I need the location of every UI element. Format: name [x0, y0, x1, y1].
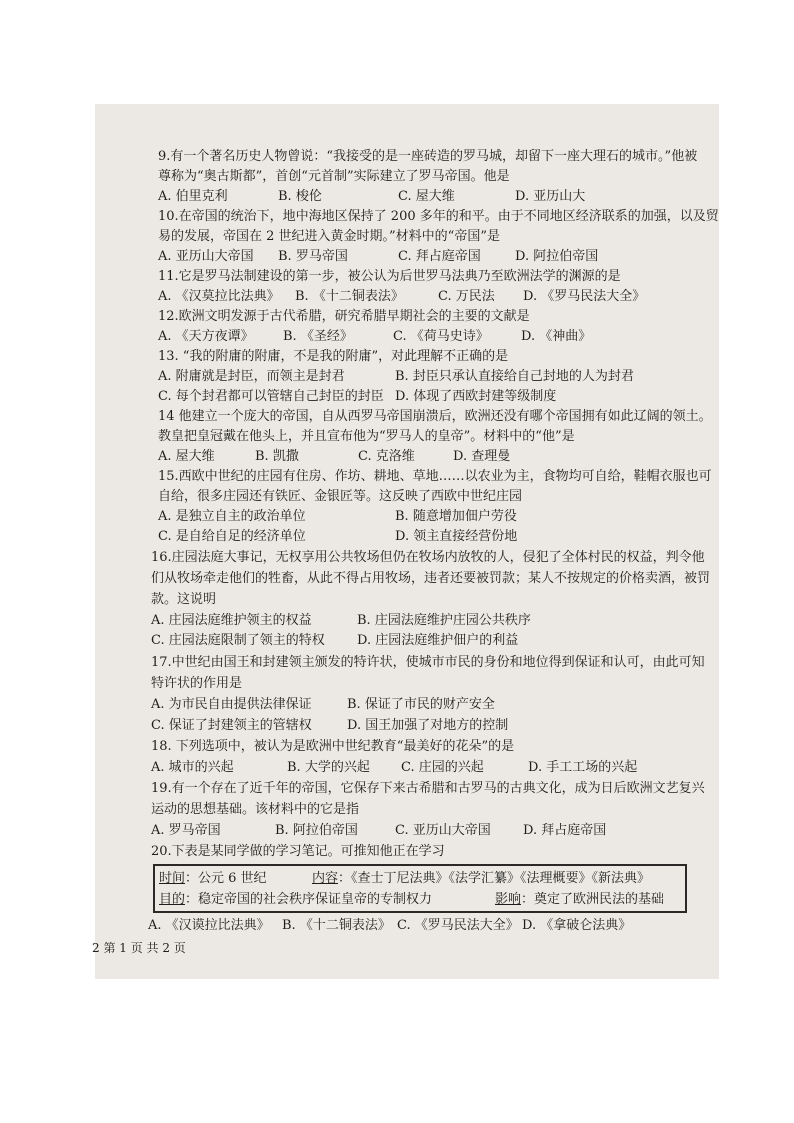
- page-footer: 2 第 1 页 共 2 页: [92, 941, 186, 955]
- question-11-option-b: B. 《十二铜表法》: [295, 289, 404, 304]
- question-16-option-b: B. 庄园法庭维护庄园公共秩序: [357, 613, 531, 628]
- question-15-stem-line-1: 15.西欧中世纪的庄园有住房、作坊、耕地、草地……以农业为主，食物均可自给，鞋帽衣服也可: [158, 469, 712, 484]
- question-15-stem-line-2: 自给，很多庄园还有铁匠、金银匠等。这反映了西欧中世纪庄园: [158, 489, 523, 504]
- question-15-option-c: C. 是自给自足的经济单位: [158, 529, 306, 544]
- question-11-option-a: A. 《汉莫拉比法典》: [158, 289, 280, 304]
- question-10-option-d: D. 阿拉伯帝国: [515, 249, 599, 264]
- question-13-option-b: B. 封臣只承认直接给自己封地的人为封君: [395, 369, 634, 384]
- question-19-stem-line-2: 运动的思想基础。该材料中的它是指: [151, 802, 360, 817]
- question-14-stem-line-2: 教皇把皇冠戴在他头上，并且宣布他为“罗马人的皇帝”。材料中的“他”是: [158, 429, 575, 444]
- note-purpose: [159, 891, 432, 909]
- question-13-stem: 13. “我的附庸的附庸，不是我的附庸”，对此理解不正确的是: [158, 349, 509, 364]
- question-10-stem-line-1: 10.在帝国的统治下，地中海地区保持了 200 多年的和平。由于不同地区经济联系的加强，以及贸: [158, 209, 719, 224]
- question-19-option-c: C. 亚历山大帝国: [395, 823, 491, 838]
- question-16-stem-line-1: 16.庄园法庭大事记，无权享用公共牧场但仍在牧场内放牧的人，侵犯了全体村民的权益，判令他: [151, 550, 705, 565]
- question-12-option-c: C. 《荷马史诗》: [393, 329, 489, 344]
- question-14-option-b: B. 凯撒: [255, 449, 299, 464]
- question-16-stem-line-2: 们从牧场牵走他们的牲畜，从此不得占用牧场，违者还要被罚款；某人不按规定的价格卖酒，被罚: [151, 571, 711, 586]
- note-time: [159, 870, 267, 888]
- question-10-option-b: B. 罗马帝国: [278, 249, 348, 264]
- question-20-option-a: A. 《汉谟拉比法典》: [148, 918, 270, 933]
- question-16-option-d: D. 庄园法庭维护佃户的利益: [357, 633, 519, 648]
- question-15-option-b: B. 随意增加佃户劳役: [395, 509, 517, 524]
- note-time-label: 时间: [159, 871, 186, 886]
- question-9-option-b: B. 梭伦: [278, 189, 322, 204]
- question-17-stem-line-2: 特许状的作用是: [151, 676, 243, 691]
- question-10-option-a: A. 亚历山大帝国: [158, 249, 254, 264]
- question-16-stem-line-3: 款。这说明: [151, 592, 217, 607]
- question-13-option-a: A. 附庸就是封臣，而领主是封君: [158, 369, 345, 384]
- question-14-option-c: C. 克洛维: [358, 449, 415, 464]
- question-19-option-a: A. 罗马帝国: [151, 823, 221, 838]
- question-15-option-a: A. 是独立自主的政治单位: [158, 509, 306, 524]
- note-content: [312, 870, 650, 888]
- question-12-option-d: D. 《神曲》: [521, 329, 592, 344]
- question-18-option-a: A. 城市的兴起: [151, 760, 234, 775]
- exam-page: [92, 104, 719, 979]
- question-17-stem-line-1: 17.中世纪由国王和封建领主颁发的特许状，使城市市民的身份和地位得到保证和认可，由此可知: [151, 655, 705, 670]
- question-9-option-c: C. 屋大维: [398, 189, 455, 204]
- question-11-stem: 11.它是罗马法制建设的第一步，被公认为后世罗马法典乃至欧洲法学的渊源的是: [158, 269, 621, 284]
- question-17-option-b: B. 保证了市民的财产安全: [347, 697, 495, 712]
- question-20-option-c: C. 《罗马民法大全》: [397, 918, 519, 933]
- question-20-stem: 20.下表是某同学做的学习笔记。可推知他正在学习: [151, 844, 445, 859]
- question-20-option-d: D. 《拿破仑法典》: [522, 918, 632, 933]
- note-content-label: 内容: [312, 871, 339, 886]
- question-20-option-b: B. 《十二铜表法》: [282, 918, 391, 933]
- note-impact: [495, 891, 664, 909]
- question-18-option-c: C. 庄园的兴起: [401, 760, 484, 775]
- question-10-stem-line-2: 易的发展，帝国在 2 世纪进入黄金时期。”材料中的“帝国”是: [158, 229, 500, 244]
- question-17-option-c: C. 保证了封建领主的管辖权: [151, 718, 312, 733]
- question-14-stem-line-1: 14 他建立一个庞大的帝国，自从西罗马帝国崩溃后，欧洲还没有哪个帝国拥有如此辽阔的领土。: [158, 409, 712, 424]
- question-19-option-d: D. 拜占庭帝国: [523, 823, 607, 838]
- question-9-option-d: D. 亚历山大: [515, 189, 586, 204]
- question-18-option-b: B. 大学的兴起: [287, 760, 370, 775]
- question-14-option-a: A. 屋大维: [158, 449, 215, 464]
- question-16-option-a: A. 庄园法庭维护领主的权益: [151, 613, 312, 628]
- note-purpose-value: ：稳定帝国的社会秩序保证皇帝的专制权力: [185, 892, 433, 907]
- question-18-stem: 18. 下列选项中，被认为是欧洲中世纪教育“最美好的花朵”的是: [151, 739, 515, 754]
- question-17-option-d: D. 国王加强了对地方的控制: [347, 718, 509, 733]
- question-9-option-a: A. 伯里克利: [158, 189, 228, 204]
- question-12-option-a: A. 《天方夜谭》: [158, 329, 254, 344]
- question-17-option-a: A. 为市民自由提供法律保证: [151, 697, 312, 712]
- note-purpose-label: 目的: [159, 892, 186, 907]
- study-note-table: [153, 864, 687, 913]
- question-11-option-d: D. 《罗马民法大全》: [523, 289, 646, 304]
- note-time-value: ：公元 6 世纪: [185, 871, 267, 886]
- question-19-option-b: B. 阿拉伯帝国: [275, 823, 358, 838]
- question-12-option-b: B. 《圣经》: [283, 329, 353, 344]
- question-9-stem-line-2: 尊称为“奥古斯都”，首创“元首制”实际建立了罗马帝国。他是: [158, 169, 510, 184]
- note-content-value: ：《查士丁尼法典》《法学汇纂》《法理概要》《新法典》: [338, 871, 651, 886]
- question-10-option-c: C. 拜占庭帝国: [398, 249, 481, 264]
- question-15-option-d: D. 领主直接经营份地: [395, 529, 518, 544]
- question-18-option-d: D. 手工工场的兴起: [528, 760, 638, 775]
- note-impact-label: 影响: [495, 892, 522, 907]
- question-16-option-c: C. 庄园法庭限制了领主的特权: [151, 633, 325, 648]
- question-14-option-d: D. 查理曼: [453, 449, 511, 464]
- question-19-stem-line-1: 19.有一个存在了近千年的帝国，它保存下来古希腊和古罗马的古典文化，成为日后欧洲文艺复兴: [151, 781, 705, 796]
- question-9-stem-line-1: 9.有一个著名历史人物曾说：“我接受的是一座砖造的罗马城，却留下一座大理石的城市。”他被: [158, 149, 698, 164]
- question-13-option-c: C. 每个封君都可以管辖自己封臣的封臣: [158, 389, 384, 404]
- question-11-option-c: C. 万民法: [438, 289, 495, 304]
- note-impact-value: ：奠定了欧洲民法的基础: [521, 892, 665, 907]
- question-12-stem: 12.欧洲文明发源于古代希腊，研究希腊早期社会的主要的文献是: [158, 309, 530, 324]
- question-13-option-d: D. 体现了西欧封建等级制度: [395, 389, 557, 404]
